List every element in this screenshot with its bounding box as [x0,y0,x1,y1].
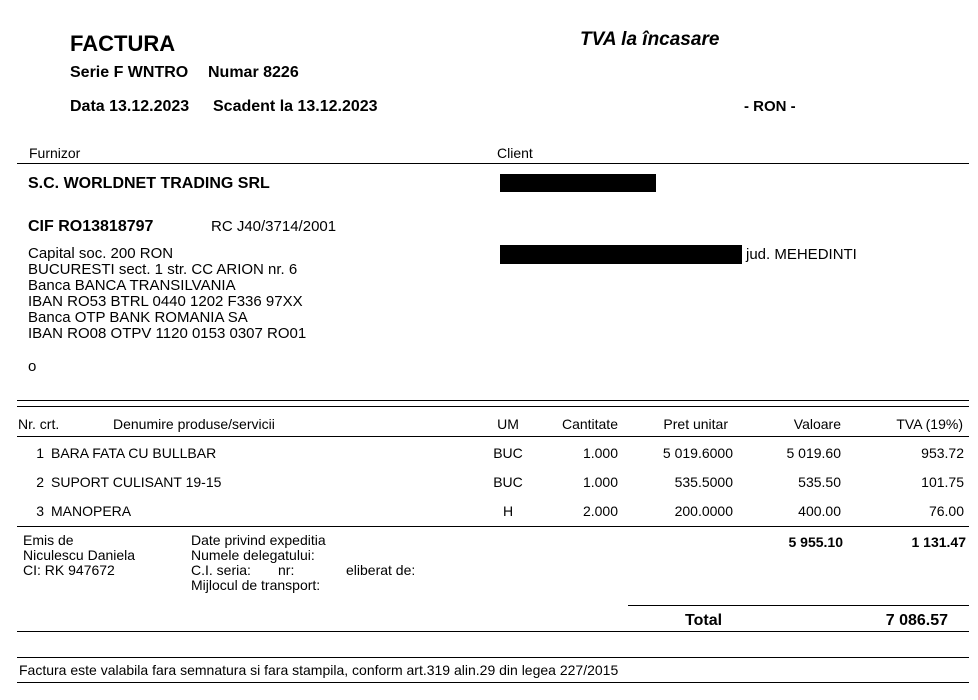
row-nr: 1 [36,445,44,461]
invoice-due-date: Scadent la 13.12.2023 [213,98,378,115]
currency-label: - RON - [744,98,796,115]
table-top-line-1 [17,400,969,401]
client-label: Client [497,145,533,161]
table-bottom-divider [17,526,969,527]
row-qty: 1.000 [582,445,618,461]
supplier-name: S.C. WORLDNET TRADING SRL [28,175,270,192]
supplier-extra: o [28,358,37,375]
shipping-ci-series: C.I. seria: [191,562,251,578]
col-header-um: UM [497,416,519,432]
col-header-vat: TVA (19%) [896,416,963,432]
issued-by-ci: CI: RK 947672 [23,562,115,578]
shipping-nr: nr: [278,562,295,578]
invoice-date: Data 13.12.2023 [70,98,190,115]
col-header-nr: Nr. crt. [18,416,60,432]
row-value: 400.00 [798,503,841,519]
supplier-cif: CIF RO13818797 [28,218,154,235]
issued-by-label: Emis de [23,532,74,548]
supplier-bank-2: Banca OTP BANK ROMANIA SA [28,309,248,326]
supplier-bank-1: Banca BANCA TRANSILVANIA [28,277,236,294]
row-nr: 3 [36,503,44,519]
col-header-value: Valoare [793,416,841,432]
row-price: 5 019.6000 [662,445,733,461]
invoice-title: FACTURA [70,31,176,56]
row-vat: 76.00 [928,503,964,519]
row-name: BARA FATA CU BULLBAR [51,445,217,461]
total-label: Total [685,612,723,629]
col-header-name: Denumire produse/servicii [113,416,275,432]
table-top-line-2 [17,406,969,407]
table-header-divider [17,436,969,437]
client-address-redaction [500,245,742,264]
total-bottom-line [17,631,969,632]
invoice-series: Serie F WNTRO [70,64,189,81]
issued-by-name: Niculescu Daniela [23,547,136,563]
parties-divider [17,163,969,164]
shipping-issued-by: eliberat de: [346,562,416,578]
row-price: 535.5000 [674,474,733,490]
supplier-label: Furnizor [29,145,81,161]
supplier-details [28,246,306,342]
row-um: BUC [493,474,523,490]
shipping-block [191,532,416,593]
note-top-line [17,657,969,658]
supplier-iban-2: IBAN RO08 OTPV 1120 0153 0307 RO01 [28,325,307,342]
row-um: H [502,503,514,519]
subtotal-vat: 1 131.47 [911,534,966,550]
subtotal-value: 5 955.10 [788,534,843,550]
row-vat: 953.72 [921,445,964,461]
row-qty: 2.000 [582,503,618,519]
row-name: MANOPERA [51,503,132,519]
note-bottom-line [17,682,969,683]
col-header-price: Pret unitar [663,416,728,432]
total-top-line [628,605,969,606]
row-qty: 1.000 [582,474,618,490]
shipping-title: Date privind expeditia [191,532,326,548]
shipping-transport: Mijlocul de transport: [191,577,321,593]
row-um: BUC [493,445,523,461]
row-name: SUPORT CULISANT 19-15 [51,474,222,490]
row-vat: 101.75 [921,474,964,490]
shipping-delegate: Numele delegatului: [191,547,315,563]
total-value: 7 086.57 [885,612,948,629]
invoice-number: Numar 8226 [208,64,299,81]
legal-note: Factura este valabila fara semnatura si fara stampila, conform art.319 alin.29 din legea 227/2015 [19,662,619,678]
client-county: jud. MEHEDINTI [746,246,857,263]
supplier-rc: RC J40/3714/2001 [211,218,337,235]
vat-mode-label: TVA la încasare [580,29,720,50]
row-value: 535.50 [798,474,841,490]
row-value: 5 019.60 [786,445,841,461]
client-name-redaction [500,174,656,192]
issued-by-block [23,533,135,578]
row-nr: 2 [36,474,44,490]
supplier-capital: Capital soc. 200 RON [28,245,174,262]
supplier-iban-1: IBAN RO53 BTRL 0440 1202 F336 97XX [28,293,303,310]
row-price: 200.0000 [674,503,733,519]
supplier-address: BUCURESTI sect. 1 str. CC ARION nr. 6 [28,261,298,278]
col-header-qty: Cantitate [561,416,618,432]
